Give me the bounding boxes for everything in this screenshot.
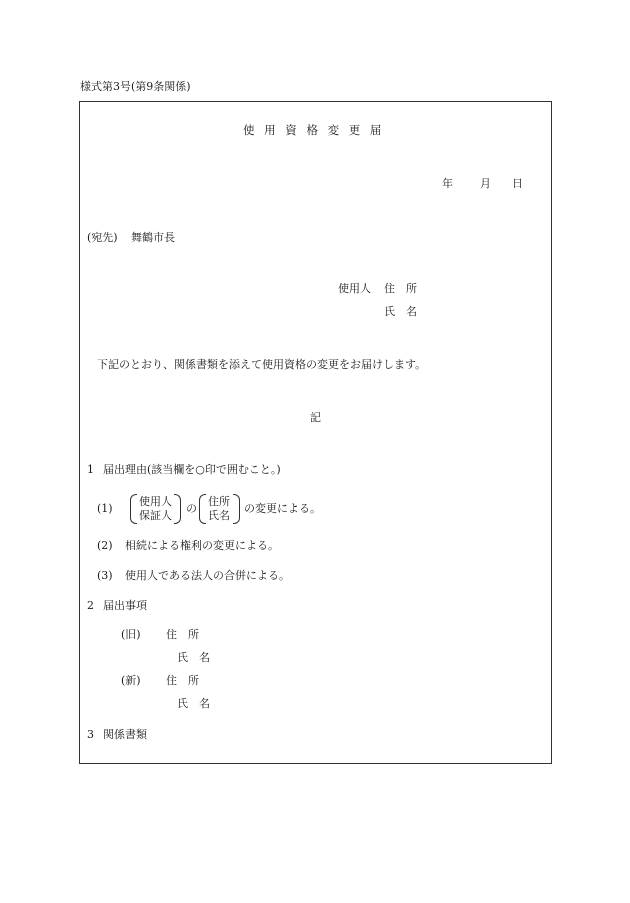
old-name-label: 氏 名 — [177, 651, 210, 664]
applicant-address-label: 住 所 — [384, 282, 417, 295]
form-title: 使 用 資 格 変 更 届 — [243, 123, 385, 137]
addressee-name: 舞鶴市長 — [131, 231, 175, 244]
body-text: 下記のとおり、関係書類を添えて使用資格の変更をお届けします。 — [97, 358, 427, 371]
new-address-label: 住 所 — [166, 674, 199, 687]
option-guarantor: 保証人 — [139, 509, 172, 522]
reason-1-connector: の — [186, 502, 197, 515]
option-name: 氏名 — [208, 509, 230, 522]
section-1-number: 1 — [87, 463, 94, 476]
right-bracket — [174, 494, 181, 524]
form-number: 様式第3号(第9条関係) — [80, 80, 191, 93]
applicant-name-label: 氏 名 — [384, 305, 417, 318]
reason-2-text: 相続による権利の変更による。 — [125, 539, 279, 552]
reason-1-person-options — [130, 494, 181, 524]
option-address: 住所 — [208, 495, 230, 508]
section-3-title: 関係書類 — [103, 728, 147, 741]
left-bracket — [199, 494, 206, 524]
reason-1-suffix: の変更による。 — [244, 502, 321, 515]
old-address-label: 住 所 — [166, 628, 199, 641]
right-bracket — [233, 494, 240, 524]
date-month: 月 — [480, 177, 491, 190]
new-label: (新) — [121, 674, 141, 687]
section-2-number: 2 — [87, 599, 94, 612]
applicant-label: 使用人 — [338, 282, 371, 295]
option-user: 使用人 — [139, 495, 172, 508]
reason-1-number: (1) — [97, 502, 113, 515]
section-2-title: 届出事項 — [103, 599, 147, 612]
date-year: 年 — [442, 177, 453, 190]
reason-2-number: (2) — [97, 539, 113, 552]
left-bracket — [130, 494, 137, 524]
reason-1-field-options — [199, 494, 240, 524]
reason-3-text: 使用人である法人の合併による。 — [125, 569, 290, 582]
new-name-label: 氏 名 — [177, 697, 210, 710]
section-1-title: 届出理由(該当欄を○印で囲むこと。) — [103, 463, 281, 476]
date-day: 日 — [512, 177, 523, 190]
section-3-number: 3 — [87, 728, 94, 741]
old-label: (旧) — [121, 628, 141, 641]
ki-heading: 記 — [310, 411, 321, 424]
form-frame — [79, 101, 552, 764]
reason-3-number: (3) — [97, 569, 113, 582]
addressee-prefix: (宛先) — [87, 231, 118, 244]
